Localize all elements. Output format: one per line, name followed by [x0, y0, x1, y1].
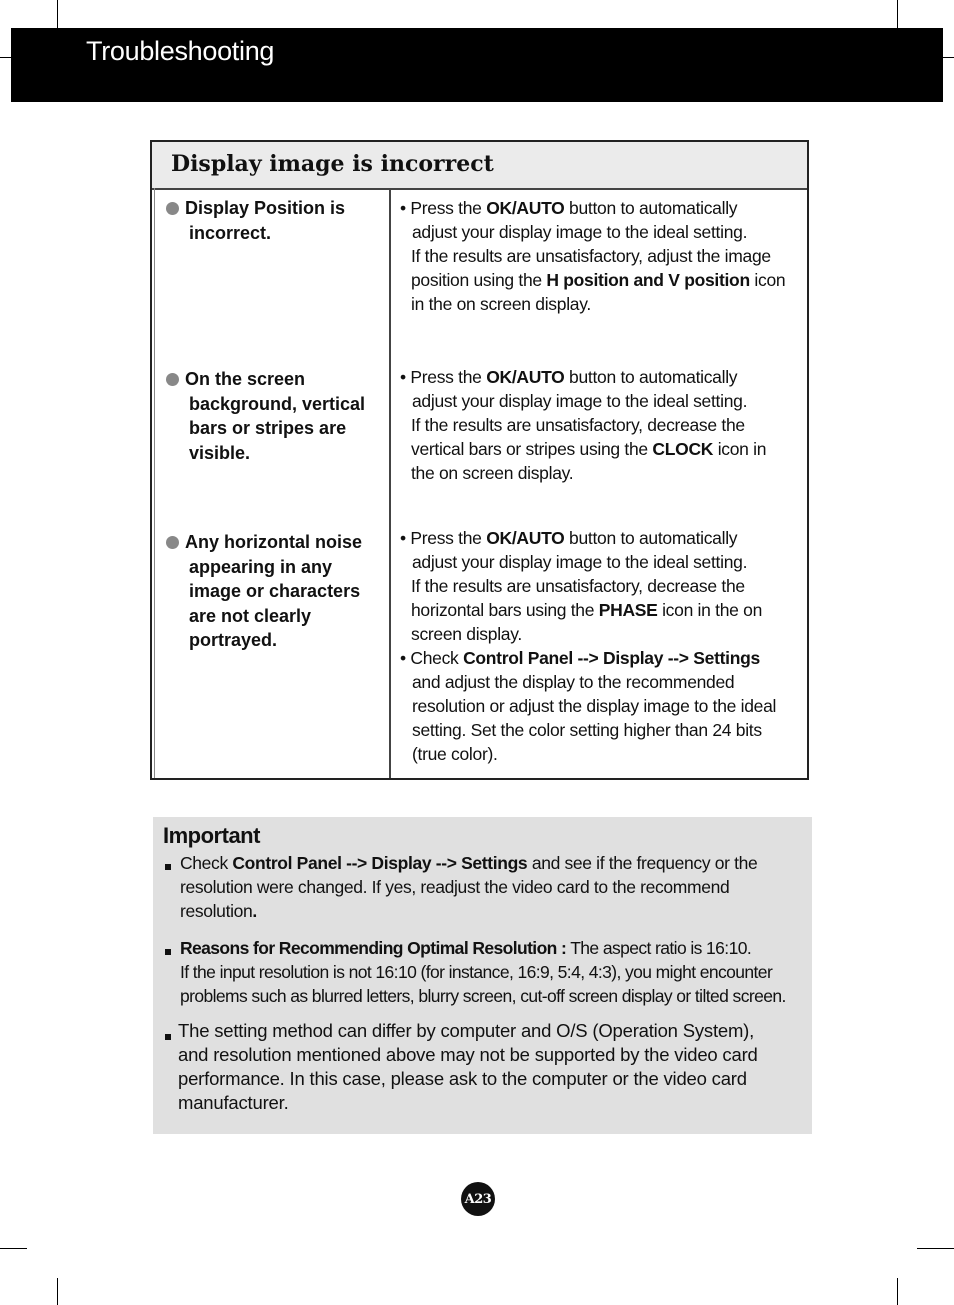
text-run: vertical bars or stripes using the — [411, 439, 653, 459]
text-run: setting. Set the color setting higher than 24 bits — [412, 720, 762, 740]
troubleshooting-table — [150, 140, 809, 780]
problem-display-position — [166, 196, 376, 245]
text-run: icon in the on — [657, 600, 762, 620]
text-line — [165, 899, 757, 923]
problem-line: portrayed. — [189, 630, 278, 650]
text-line — [400, 526, 800, 550]
text-line — [400, 574, 800, 598]
problem-line: Any horizontal noise — [185, 532, 363, 552]
problem-line: image or characters — [189, 581, 361, 601]
problem-line: background, vertical — [189, 393, 366, 414]
text-run: Check — [180, 853, 233, 873]
table-header — [152, 142, 807, 190]
solution-horizontal-noise — [400, 526, 800, 766]
text-line — [400, 694, 800, 718]
text-run: resolution were changed. If yes, readjust the video card to the recommend — [180, 877, 730, 897]
text-line — [165, 1067, 758, 1091]
problem-line: Display Position is — [185, 198, 346, 218]
bold-text: Control Panel --> Display --> Settings — [463, 648, 760, 668]
text-run: icon — [749, 270, 786, 290]
text-line — [400, 646, 800, 670]
crop-mark — [0, 57, 11, 58]
text-run: If the results are unsatisfactory, adjust the image — [411, 246, 771, 266]
problem-vertical-bars — [166, 367, 376, 465]
text-run: manufacturer. — [178, 1092, 289, 1113]
important-title: Important — [163, 823, 260, 848]
text-run: and adjust the display to the recommended — [412, 672, 735, 692]
text-line — [400, 461, 800, 485]
important-item-optimal-resolution — [165, 936, 786, 1008]
text-line — [165, 1091, 758, 1115]
text-line — [400, 550, 800, 574]
text-line — [400, 413, 800, 437]
text-line — [400, 718, 800, 742]
important-item-check-settings — [165, 851, 757, 923]
problem-horizontal-noise — [166, 530, 376, 653]
text-line — [165, 960, 786, 984]
problem-line: are not clearly — [189, 605, 312, 626]
problem-line: appearing in any — [189, 556, 333, 577]
text-run: problems such as blurred letters, blurry screen, cut-off screen display or tilted screen. — [180, 986, 786, 1006]
column-divider — [389, 188, 391, 778]
bold-text: CLOCK — [652, 439, 714, 459]
crop-mark — [57, 0, 58, 28]
important-notice — [153, 817, 812, 1134]
bold-text: OK/AUTO — [486, 528, 565, 548]
text-line — [400, 622, 800, 646]
problem-line: bars or stripes are — [189, 418, 347, 438]
text-run: adjust your display image to the ideal setting. — [412, 222, 748, 242]
bold-text: Control Panel --> Display --> Settings — [232, 853, 528, 873]
bold-text: H position and V position — [546, 270, 750, 290]
text-line — [400, 670, 800, 694]
bold-text: PHASE — [598, 600, 658, 620]
text-run: resolution — [180, 901, 253, 921]
text-line — [400, 244, 800, 268]
solution-display-position — [400, 196, 800, 316]
table-inner-border — [154, 188, 155, 778]
crop-mark — [897, 0, 898, 28]
square-bullet-icon — [165, 1034, 171, 1040]
page-number-badge: A23 — [461, 1182, 495, 1216]
bullet-dot-icon — [166, 373, 179, 386]
text-line — [165, 875, 757, 899]
crop-mark — [917, 1248, 954, 1249]
bold-text: . — [252, 901, 257, 921]
crop-mark — [57, 1278, 58, 1305]
table-title: Display image is incorrect — [171, 151, 494, 177]
bullet-dot-icon — [166, 536, 179, 549]
page-title: Troubleshooting — [86, 36, 275, 66]
text-run: and see if the frequency or the — [527, 853, 758, 873]
crop-mark — [943, 57, 954, 58]
text-run: If the results are unsatisfactory, decrease the — [411, 415, 745, 435]
text-run: performance. In this case, please ask to the computer or the video card — [178, 1068, 747, 1089]
text-line — [400, 598, 800, 622]
solution-vertical-bars — [400, 365, 800, 485]
text-run: button to automatically — [564, 528, 738, 548]
text-run: button to automatically — [564, 198, 738, 218]
text-line — [400, 389, 800, 413]
bold-text: OK/AUTO — [486, 367, 565, 387]
text-line — [400, 292, 800, 316]
bold-text: Reasons for Recommending Optimal Resolution : — [180, 938, 567, 958]
text-line — [165, 1019, 758, 1043]
text-run: icon in — [713, 439, 767, 459]
text-run: • Press the — [400, 367, 487, 387]
text-line — [165, 851, 757, 875]
text-run: button to automatically — [564, 367, 738, 387]
text-line — [400, 742, 800, 766]
text-line — [165, 984, 786, 1008]
text-run: If the results are unsatisfactory, decrease the — [411, 576, 745, 596]
text-run: the on screen display. — [411, 463, 574, 483]
bullet-dot-icon — [166, 202, 179, 215]
problem-line: incorrect. — [189, 222, 272, 243]
text-run: in the on screen display. — [411, 294, 591, 314]
text-run: screen display. — [411, 624, 522, 644]
text-run: position using the — [411, 270, 547, 290]
text-line — [400, 437, 800, 461]
text-line — [165, 936, 786, 960]
text-run: • Press the — [400, 528, 487, 548]
important-item-setting-method — [165, 1019, 758, 1115]
text-line — [400, 365, 800, 389]
text-run: If the input resolution is not 16:10 (for instance, 16:9, 5:4, 4:3), you might encounter — [180, 962, 773, 982]
text-run: The setting method can differ by computer and O/S (Operation System), — [178, 1020, 755, 1041]
crop-mark — [0, 1248, 27, 1249]
problem-line: visible. — [189, 442, 251, 463]
crop-mark — [897, 1278, 898, 1305]
text-line — [400, 220, 800, 244]
bold-text: OK/AUTO — [486, 198, 565, 218]
text-run: and resolution mentioned above may not be supported by the video card — [178, 1044, 758, 1065]
square-bullet-icon — [165, 864, 171, 870]
text-run: • Check — [400, 648, 464, 668]
text-line — [400, 268, 800, 292]
text-run: resolution or adjust the display image to the ideal — [412, 696, 777, 716]
text-run: • Press the — [400, 198, 487, 218]
text-run: adjust your display image to the ideal setting. — [412, 552, 748, 572]
square-bullet-icon — [165, 949, 171, 955]
text-run: horizontal bars using the — [411, 600, 599, 620]
text-line — [400, 196, 800, 220]
text-line — [165, 1043, 758, 1067]
text-run: (true color). — [412, 744, 498, 764]
problem-line: On the screen — [185, 369, 306, 389]
text-run: adjust your display image to the ideal setting. — [412, 391, 748, 411]
text-run: The aspect ratio is 16:10. — [566, 938, 752, 958]
